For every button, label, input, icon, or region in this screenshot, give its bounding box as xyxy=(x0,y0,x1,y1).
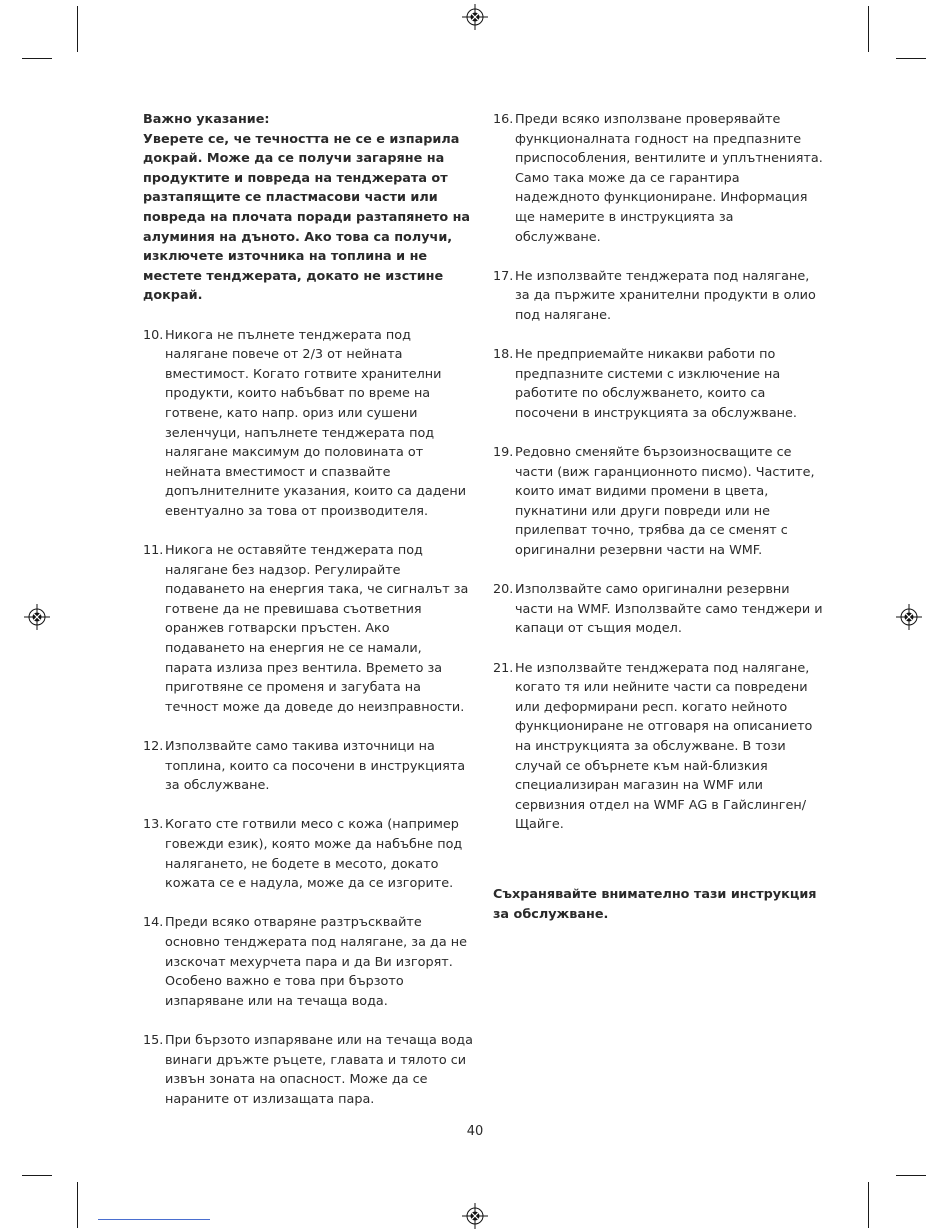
list-item xyxy=(493,110,823,247)
list-item xyxy=(143,1031,473,1109)
item-text: Когато сте готвили месо с кожа (например говежди език), която може да набъбне под налягането, не бодете в месото, докато кожата се е надула, може да се изгорите. xyxy=(165,817,463,892)
registration-mark-icon xyxy=(462,4,488,30)
crop-mark xyxy=(896,58,926,59)
closing-note: Съхранявайте внимателно тази инструкция за обслужване. xyxy=(493,886,817,922)
list-item xyxy=(493,659,823,835)
item-number: 16. xyxy=(493,112,514,127)
item-number: 15. xyxy=(143,1032,164,1048)
crop-mark xyxy=(77,6,78,52)
crop-mark xyxy=(22,1175,52,1176)
crop-mark xyxy=(22,58,52,59)
item-text: Преди всяко използване проверявайте функционалната годност на предпазните приспособления, вентилите и уплътненията. Само така може да се гарантира надеждното функциониране. Информация ще намерите в инструкцията за обслужване. xyxy=(515,112,823,245)
item-text: Използвайте само оригинални резервни части на WMF. Използвайте само тенджери и капаци от същия модел. xyxy=(515,582,823,637)
list-item xyxy=(493,443,823,561)
list-item xyxy=(493,580,823,639)
item-number: 14. xyxy=(143,915,164,931)
item-number: 21. xyxy=(493,660,514,676)
item-text: Не предприемайте никакви работи по предпазните системи с изключение на работите по обслужването, които са посочени в инструкцията за обслужване. xyxy=(515,347,797,421)
item-text: Редовно сменяйте бързоизносващите се части (виж гаранционното писмо). Частите, които имат видими промени в цвета, пукнатини или други повреди или не прилепват точно, трябва да се сменят с оригинални резервни части на WMF. xyxy=(515,445,815,559)
item-number: 19. xyxy=(493,445,514,461)
list-item xyxy=(143,326,473,522)
item-number: 18. xyxy=(493,347,514,363)
item-text: При бързото изпаряване или на течаща вода винаги дръжте ръцете, главата и тялото си извън зоната на опасност. Може да се нараните от излизащата пара. xyxy=(165,1032,473,1107)
registration-mark-icon xyxy=(896,604,922,630)
right-column xyxy=(493,110,823,924)
item-text: Никога не пълнете тенджерата под налягане повече от 2/3 от нейната вместимост. Когато готвите хранителни продукти, които набъбват по време на готвене, като напр. ориз или сушени зеленчуци, напълнете тенджерата под налягане максимум до половината от нейната вместимост и спазвайте допълнителните указания, които са дадени евентуално за това от производителя. xyxy=(165,327,467,519)
page-number: 40 xyxy=(466,1124,484,1139)
footer-link-underline[interactable] xyxy=(98,1219,210,1220)
crop-mark xyxy=(896,1175,926,1176)
item-text: Използвайте само такива източници на топлина, които са посочени в инструкцията за обслужване. xyxy=(165,739,466,794)
item-text: Никога не оставяйте тенджерата под налягане без надзор. Регулирайте подаването на енергия така, че сигналът за готвене да не превишава съответния оранжев готварски пръстен. Ако подаването на енергия не се намали, парата излиза през вентила. Времето за приготвяне се променя и загубата на течност може да доведе до неизправности. xyxy=(165,543,469,715)
registration-mark-icon xyxy=(462,1203,488,1229)
left-column xyxy=(143,110,473,1129)
registration-mark-icon xyxy=(24,604,50,630)
important-note-title: Важно указание: xyxy=(143,112,270,127)
important-note xyxy=(143,110,473,306)
important-note-body: Уверете се, че течността не се е изпарила докрай. Може да се получи загаряне на продуктите и повреда на тенджерата от разтапящите се пластмасови части или повреда на плочата поради разтапянето на алуминия на дъното. Ако това са получи, изключете източника на топлина и не местете тенджерата, докато не изстине докрай. xyxy=(143,131,471,304)
item-text: Не използвайте тенджерата под налягане, когато тя или нейните части са повредени или деформирани респ. когато нейното функциониране не отговаря на описанието на инструкцията за обслужване. В този случай се обърнете към най-близкия специализиран магазин на WMF или сервизния отдел на WMF AG в Гайслинген/Щайге. xyxy=(515,660,813,833)
item-number: 10. xyxy=(143,327,164,343)
item-number: 13. xyxy=(143,817,164,833)
list-item xyxy=(493,267,823,326)
list-item xyxy=(143,815,473,893)
crop-mark xyxy=(868,1182,869,1228)
list-item xyxy=(143,541,473,717)
list-item xyxy=(493,345,823,423)
crop-mark xyxy=(868,6,869,52)
item-number: 12. xyxy=(143,739,164,754)
list-item xyxy=(143,737,473,796)
item-number: 20. xyxy=(493,582,514,598)
crop-mark xyxy=(77,1182,78,1228)
item-text: Не използвайте тенджерата под налягане, за да пържите хранителни продукти в олио под налягане. xyxy=(515,268,816,323)
list-item xyxy=(143,913,473,1011)
item-text: Преди всяко отваряне разтръсквайте основно тенджерата под налягане, за да не изскочат мехурчета пара и да Ви изгорят. Особено важно е това при бързото изпаряване или на течаща вода. xyxy=(165,915,467,1009)
item-number: 11. xyxy=(143,543,164,559)
item-number: 17. xyxy=(493,268,514,284)
